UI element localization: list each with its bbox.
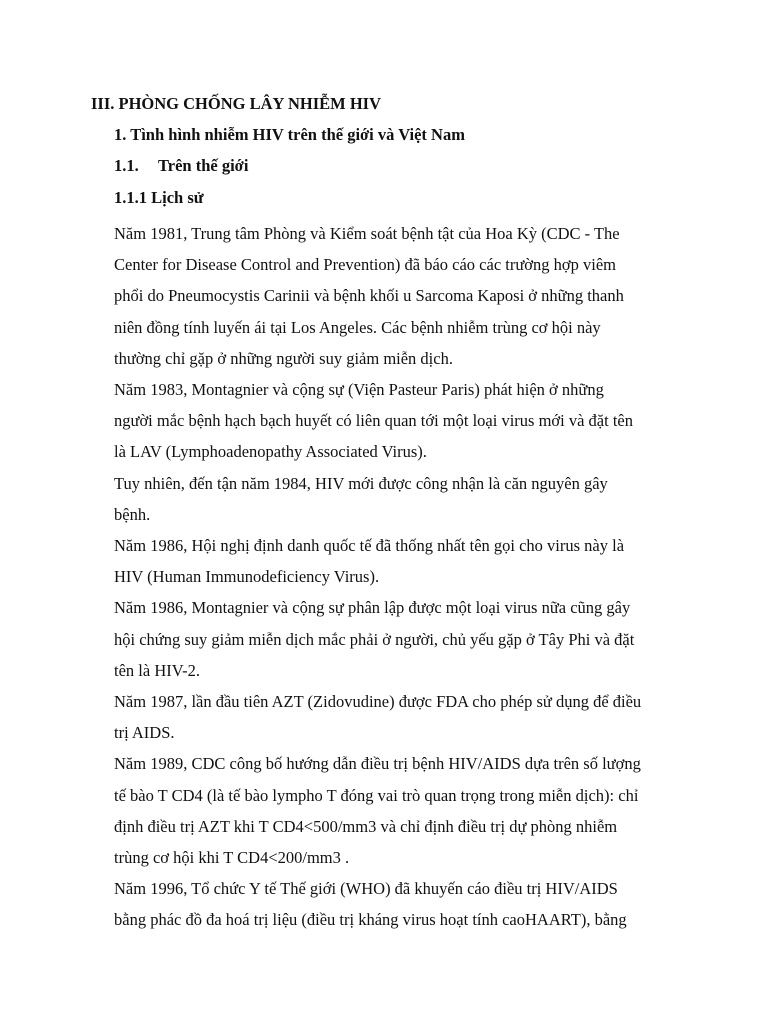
paragraph-line: hội chứng suy giảm miễn dịch mắc phải ở người, chủ yếu gặp ở Tây Phi và đặt bbox=[114, 629, 635, 649]
paragraph bbox=[114, 592, 680, 686]
paragraph-line: Năm 1981, Trung tâm Phòng và Kiểm soát bệnh tật của Hoa Kỳ (CDC - The bbox=[114, 224, 620, 243]
paragraph bbox=[114, 873, 680, 935]
paragraph-line: trị AIDS. bbox=[114, 723, 175, 743]
paragraph-line: Center for Disease Control and Prevention) đã báo cáo các trường hợp viêm bbox=[114, 255, 616, 275]
paragraph-line: bằng phác đồ đa hoá trị liệu (điều trị kháng virus hoạt tính caoHAART), bằng bbox=[114, 910, 627, 930]
paragraph bbox=[114, 748, 680, 873]
subsection-title: 1. Tình hình nhiễm HIV trên thế giới và Việt Nam bbox=[114, 125, 465, 144]
paragraph-line: Năm 1986, Hội nghị định danh quốc tế đã thống nhất tên gọi cho virus này là bbox=[114, 536, 625, 556]
paragraph-line: bệnh. bbox=[114, 504, 151, 524]
paragraph-line: định điều trị AZT khi T CD4<500/mm3 và chỉ định điều trị dự phòng nhiễm bbox=[114, 816, 618, 836]
paragraph-line: Năm 1989, CDC công bố hướng dẫn điều trị bệnh HIV/AIDS dựa trên số lượng bbox=[114, 754, 641, 774]
sub-subsection-title: Trên thế giới bbox=[158, 156, 249, 175]
body-text bbox=[114, 218, 680, 936]
paragraph-line: là LAV (Lymphoadenopathy Associated Virus). bbox=[114, 442, 427, 462]
topic-heading: 1.1.1 Lịch sử bbox=[114, 188, 204, 207]
paragraph-line: niên đồng tính luyến ái tại Los Angeles. Các bệnh nhiễm trùng cơ hội này bbox=[114, 317, 601, 337]
paragraph-line: tên là HIV-2. bbox=[114, 660, 200, 680]
paragraph-line: người mắc bệnh hạch bạch huyết có liên quan tới một loại virus mới và đặt tên bbox=[114, 411, 633, 431]
paragraph bbox=[114, 374, 680, 468]
paragraph bbox=[114, 468, 680, 530]
section-title: III. PHÒNG CHỐNG LÂY NHIỄM HIV bbox=[91, 94, 381, 113]
paragraph-line: trùng cơ hội khi T CD4<200/mm3 . bbox=[114, 848, 350, 868]
paragraph-line: Năm 1986, Montagnier và cộng sự phân lập được một loại virus nữa cũng gây bbox=[114, 598, 631, 618]
paragraph-line: HIV (Human Immunodeficiency Virus). bbox=[114, 567, 380, 587]
paragraph-line: Tuy nhiên, đến tận năm 1984, HIV mới được công nhận là căn nguyên gây bbox=[114, 473, 608, 493]
sub-subsection-heading bbox=[114, 156, 248, 176]
paragraph bbox=[114, 530, 680, 592]
paragraph-line: Năm 1987, lần đầu tiên AZT (Zidovudine) được FDA cho phép sử dụng để điều bbox=[114, 692, 642, 712]
paragraph bbox=[114, 686, 680, 748]
paragraph-line: thường chỉ gặp ở những người suy giảm miễn dịch. bbox=[114, 348, 453, 368]
paragraph-line: phổi do Pneumocystis Carinii và bệnh khối u Sarcoma Kaposi ở những thanh bbox=[114, 286, 624, 306]
paragraph bbox=[114, 218, 680, 374]
paragraph-line: Năm 1983, Montagnier và cộng sự (Viện Pasteur Paris) phát hiện ở những bbox=[114, 380, 604, 400]
paragraph-line: Năm 1996, Tổ chức Y tế Thế giới (WHO) đã khuyến cáo điều trị HIV/AIDS bbox=[114, 879, 618, 899]
paragraph-line: tế bào T CD4 (là tế bào lympho T đóng vai trò quan trọng trong miễn dịch): chỉ bbox=[114, 785, 639, 805]
sub-subsection-number: 1.1. bbox=[114, 156, 139, 175]
